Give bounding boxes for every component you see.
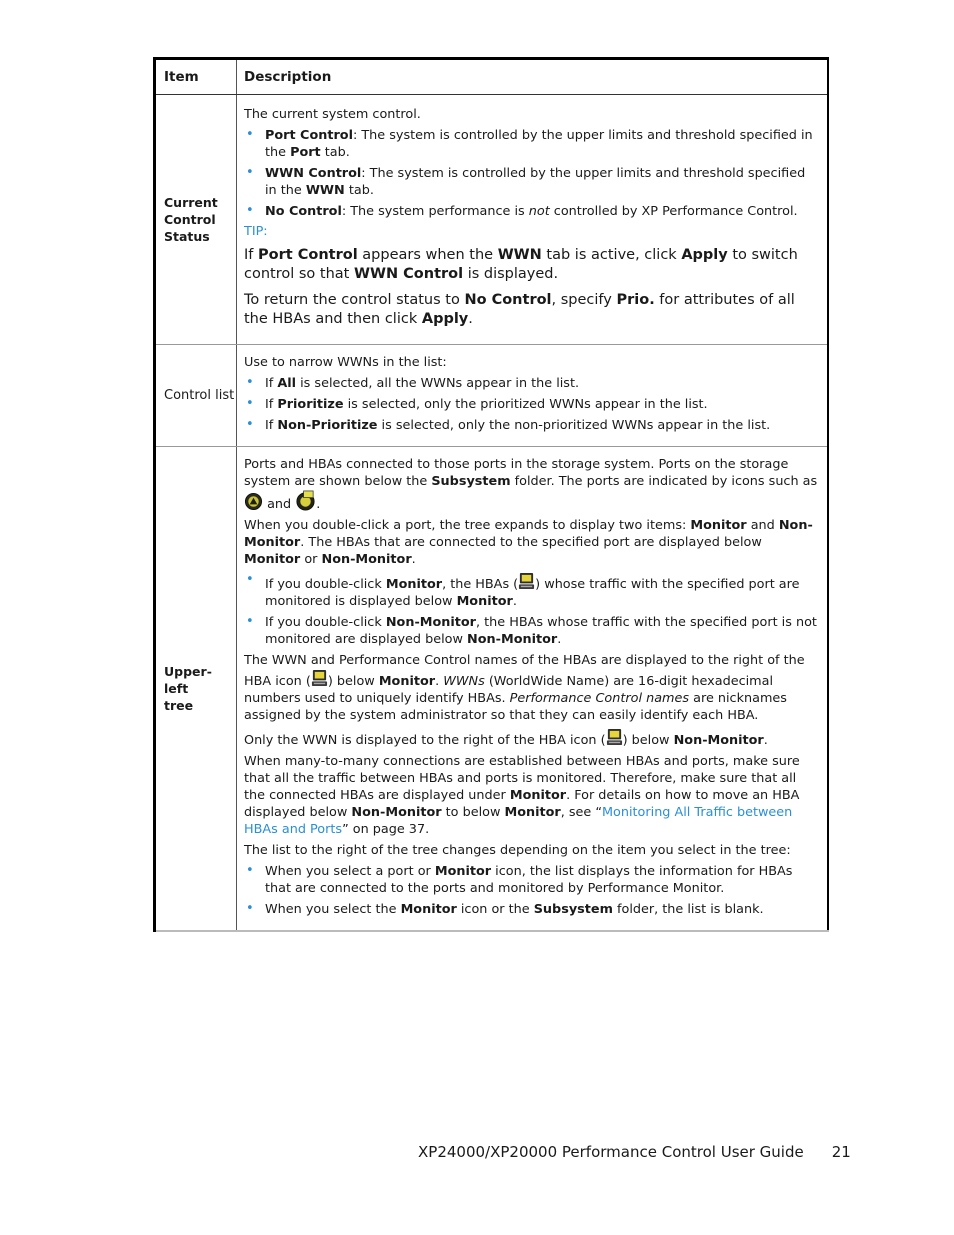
list-item: • If you double-click Non-Monitor, the HBAs whose traffic with the specified port is not monitored are displayed below Non-Monitor. xyxy=(246,614,817,647)
table-row-upper-left-tree xyxy=(155,447,829,932)
page-footer xyxy=(418,1143,851,1161)
hba-icon xyxy=(518,572,535,591)
item-upper-left-tree xyxy=(155,447,237,932)
list-item: • If Prioritize is selected, only the prioritized WWNs appear in the list. xyxy=(246,396,708,412)
cross-reference-link[interactable]: Monitoring All Traffic between HBAs and Ports xyxy=(244,805,793,837)
tip-paragraph: To return the control status to No Control, specify Prio. for attributes of all the HBAs and then click Apply. xyxy=(244,291,795,327)
description-current-control-status xyxy=(237,95,829,345)
header-item: Item xyxy=(155,59,237,95)
port-alt-icon xyxy=(295,490,316,511)
paragraph: Ports and HBAs connected to those ports in the storage system. Ports on the storage system are shown below the Subsystem folder. The ports are indicated by icons such as and . xyxy=(244,457,818,512)
paragraph: When many-to-many connections are established between HBAs and ports, make sure that all the traffic between HBAs and ports is monitored. Therefore, make sure that all the connected HBAs are displayed under Monitor. For details on how to move an HBA displayed below Non-Monitor to below Monitor, see “Monitoring All Traffic between HBAs and Ports” on page 37. xyxy=(244,754,800,837)
item-label-line: Current xyxy=(164,195,218,210)
bullet-icon: • xyxy=(246,164,254,180)
list-item: • WWN Control: The system is controlled by the upper limits and threshold specified in the WWN tab. xyxy=(246,164,806,198)
intro-text: The current system control. xyxy=(244,106,421,122)
paragraph: The WWN and Performance Control names of the HBAs are displayed to the right of the HBA icon ( ) below Monitor. WWNs (WorldWide Name) are 16-digit hexadecimal numbers used to uniquely identify HBAs. Performance Control names are nicknames assigned by the system administrator so that they can easily identify each HBA. xyxy=(244,653,805,723)
list-item: • If Non-Prioritize is selected, only the non-prioritized WWNs appear in the list. xyxy=(246,417,771,433)
bullet-list xyxy=(244,375,819,434)
tip-label: TIP: xyxy=(244,223,268,239)
paragraph: The list to the right of the tree changes depending on the item you select in the tree: xyxy=(244,843,791,858)
item-control-list xyxy=(155,345,237,447)
list-item: • If All is selected, all the WWNs appear in the list. xyxy=(246,375,580,391)
bullet-list xyxy=(244,127,819,220)
description-table xyxy=(153,57,829,932)
bullet-icon: • xyxy=(246,126,254,142)
bullet-icon: • xyxy=(246,396,254,411)
page-number: 21 xyxy=(831,1143,851,1161)
tip-paragraph: If Port Control appears when the WWN tab is active, click Apply to switch control so that WWN Control is displayed. xyxy=(244,246,798,282)
item-label: Control list xyxy=(164,388,235,403)
description-control-list xyxy=(237,345,829,447)
table-row-control-list xyxy=(155,345,829,447)
footer-title: XP24000/XP20000 Performance Control User Guide xyxy=(418,1143,804,1161)
hba-icon xyxy=(606,728,623,747)
bullet-icon: • xyxy=(246,614,254,629)
item-label-line: Status xyxy=(164,229,210,244)
bullet-icon: • xyxy=(246,901,254,916)
item-current-control-status xyxy=(155,95,237,345)
header-description: Description xyxy=(237,59,829,95)
list-item: • When you select a port or Monitor icon, the list displays the information for HBAs that are connected to the ports and monitored by Performance Monitor. xyxy=(246,863,793,896)
list-item: • When you select the Monitor icon or the Subsystem folder, the list is blank. xyxy=(246,901,764,917)
list-item: • Port Control: The system is controlled by the upper limits and threshold specified in the Port tab. xyxy=(246,126,813,160)
item-label-line: Upper-left xyxy=(164,664,212,696)
bullet-list xyxy=(244,863,819,918)
list-item: • If you double-click Monitor, the HBAs ( ) whose traffic with the specified port are monitored is displayed below Monitor. xyxy=(246,572,800,609)
bullet-icon: • xyxy=(246,863,254,878)
bullet-icon: • xyxy=(246,572,254,587)
description-upper-left-tree xyxy=(237,447,829,932)
table-row-current-control-status xyxy=(155,95,829,345)
list-item: • No Control: The system performance is not controlled by XP Performance Control. xyxy=(246,202,798,219)
intro-text: Use to narrow WWNs in the list: xyxy=(244,355,447,370)
paragraph: When you double-click a port, the tree expands to display two items: Monitor and Non-Monitor. The HBAs that are connected to the specified port are displayed below Monitor or Non-Monitor. xyxy=(244,518,813,567)
table-header-row xyxy=(155,59,829,95)
item-label-line: Control xyxy=(164,212,216,227)
item-label-line: tree xyxy=(164,698,194,713)
port-icon xyxy=(244,492,263,511)
bullet-icon: • xyxy=(246,417,254,432)
hba-icon xyxy=(311,669,328,688)
paragraph: Only the WWN is displayed to the right of the HBA icon ( ) below Non-Monitor. xyxy=(244,728,819,749)
bullet-icon: • xyxy=(246,202,254,218)
bullet-icon: • xyxy=(246,375,254,390)
bullet-list xyxy=(244,572,819,648)
